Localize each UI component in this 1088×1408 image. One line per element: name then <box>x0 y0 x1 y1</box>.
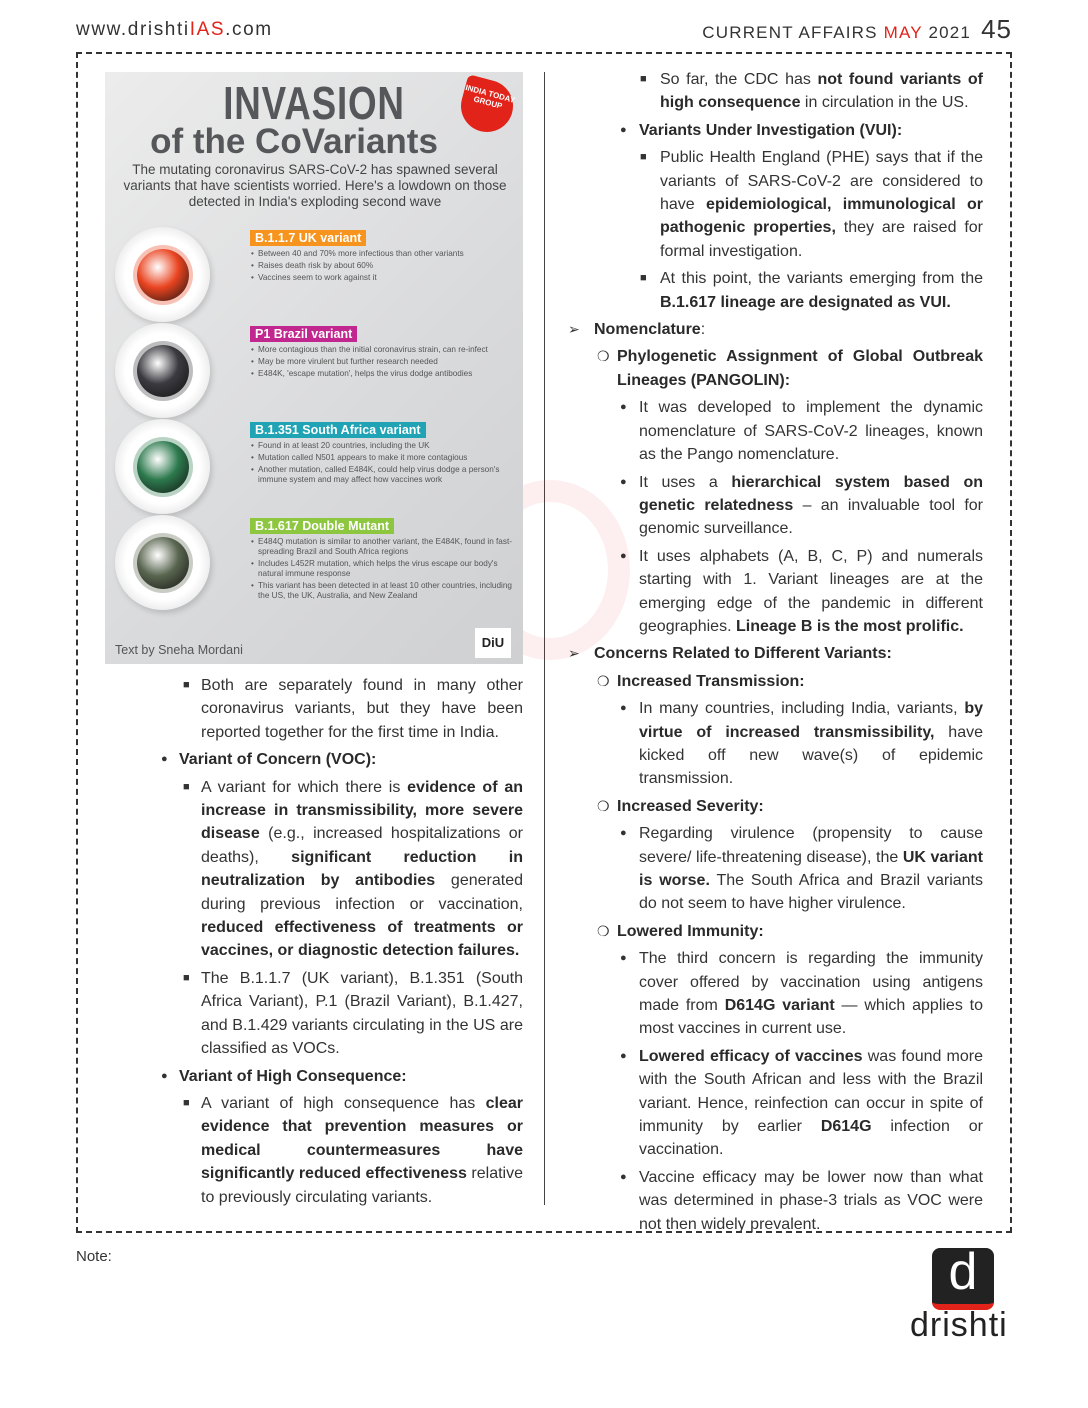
text: — which applies to most vaccines in current use. <box>639 997 983 1038</box>
text: At this point, the variants emerging from the <box>660 270 983 288</box>
bold-text: reduced effectiveness of treatments or vaccines, or diagnostic detection failures. <box>201 919 523 960</box>
variant-point: • Raises death risk by about 60% <box>251 261 521 271</box>
bold-text: D614G <box>820 1118 872 1136</box>
variant-card <box>105 419 523 514</box>
square-bullet-icon: ■ <box>183 1096 190 1109</box>
square-bullet-icon: ■ <box>640 272 647 285</box>
variant-label: B.1.617 Double Mutant <box>250 518 394 534</box>
circle-bullet-icon: ❍ <box>597 922 610 939</box>
variant-point: • Mutation called N501 appears to make it more contagious <box>251 453 521 463</box>
variant-point: • Vaccines seem to work against it <box>251 273 521 283</box>
list-item <box>183 674 523 744</box>
variant-point: • Includes L452R mutation, which helps the virus escape our body's natural immune response <box>251 559 521 579</box>
left-column <box>161 674 523 1213</box>
bold-text: evidence of an increase in transmissibility, more severe disease <box>201 778 523 843</box>
logo-wordmark: drishti <box>910 1306 1008 1344</box>
bold-text: Increased Severity: <box>617 797 764 815</box>
variant-point: • Between 40 and 70% more infectious than other variants <box>251 249 521 259</box>
bold-text: epidemiological, immunological or pathogenic properties, <box>660 196 983 237</box>
site-suffix: .com <box>225 19 273 40</box>
text: : <box>700 321 706 339</box>
drishti-logo <box>910 1243 1015 1346</box>
list-item <box>620 396 983 466</box>
page-number: 45 <box>981 14 1012 44</box>
variant-points <box>251 249 521 285</box>
text: have kicked off new wave(s) of epidemic transmission. <box>639 723 983 788</box>
site-brand: IAS <box>189 19 226 40</box>
variant-label: P1 Brazil variant <box>250 326 357 342</box>
list-item <box>597 795 983 818</box>
list-item <box>640 146 984 263</box>
bold-text: B.1.617 lineage are designated as VUI. <box>660 293 951 311</box>
list-item <box>568 318 983 341</box>
variant-card <box>105 515 523 610</box>
variant-point: • More contagious than the initial coronavirus strain, can re-infect <box>251 345 521 355</box>
dot-bullet-icon: ● <box>620 401 627 414</box>
text: relative to previously circulating variants. <box>201 1165 523 1206</box>
list-item <box>620 545 983 639</box>
list-item <box>183 776 523 963</box>
right-column <box>568 68 983 1240</box>
dot-bullet-icon: ● <box>620 952 627 965</box>
dot-bullet-icon: ● <box>620 827 627 840</box>
square-bullet-icon: ■ <box>640 151 647 164</box>
square-bullet-icon: ■ <box>640 73 647 85</box>
infographic-title: INVASION <box>223 77 405 129</box>
text: The B.1.1.7 (UK variant), B.1.351 (South Africa Variant), P.1 (Brazil Variant), B.1.427, and B.1.429 variants circulating in the US are classified as VOCs. <box>201 969 523 1058</box>
text: Vaccine efficacy may be lower now than what was determined in phase-3 trials as VOC were not then widely prevalent. <box>639 1168 983 1233</box>
text: The South Africa and Brazil variants do not seem to have higher virulence. <box>639 872 983 913</box>
list-item <box>620 822 983 916</box>
text: A variant for which there is <box>201 778 408 796</box>
bold-text: significant reduction in neutralization by antibodies <box>201 848 523 890</box>
text: It was developed to implement the dynamic nomenclature of SARS-CoV-2 lineages, known as the Pango nomenclature. <box>639 399 983 464</box>
dot-bullet-icon: ● <box>620 549 627 562</box>
circle-bullet-icon: ❍ <box>597 797 610 814</box>
list-item <box>620 1166 983 1236</box>
text: A variant of high consequence has <box>201 1094 486 1112</box>
list-item <box>620 1045 984 1162</box>
bold-text: Variant of High Consequence: <box>179 1067 407 1085</box>
virus-image <box>115 323 210 418</box>
text: in circulation in the US. <box>800 94 969 112</box>
variant-card <box>105 227 523 322</box>
variant-points <box>251 441 521 487</box>
variant-card <box>105 323 523 418</box>
bold-text: Concerns Related to Different Variants: <box>594 645 892 663</box>
list-item <box>620 471 983 541</box>
infographic-subtitle: The mutating coronavirus SARS-CoV-2 has spawned several variants that have scientists worried. Here's a lowdown on those detected in India's exploding second wave <box>123 162 507 209</box>
column-divider <box>544 72 545 1205</box>
text: It uses alphabets (A, B, C, P) and numerals starting with 1. Variant lineages are at the emerging edge of the pandemic in different geographies. <box>639 547 983 635</box>
list-item <box>620 697 983 791</box>
dot-bullet-icon: ● <box>161 1069 168 1082</box>
list-item <box>183 1092 523 1209</box>
infographic-credit: Text by Sneha Mordani <box>115 643 243 657</box>
bold-text: UK variant is worse. <box>639 848 983 889</box>
text: generated during previous infection or vaccination, <box>201 872 523 913</box>
bold-text: Lowered efficacy of vaccines <box>639 1047 863 1065</box>
list-item <box>161 1065 523 1088</box>
variant-point: • E484K, 'escape mutation', helps the virus dodge antibodies <box>251 369 521 379</box>
virus-image <box>115 227 210 322</box>
text: was found more with the South African and less with the Brazil variant. Hence, reinfection can occur in spite of immunity by earlier <box>639 1047 984 1136</box>
text: Both are separately found in many other coronavirus variants, but they have been reported together for the first time in India. <box>201 677 523 741</box>
circle-bullet-icon: ❍ <box>597 672 610 689</box>
bold-text: hierarchical system based on genetic relatedness <box>639 473 983 514</box>
dot-bullet-icon: ● <box>620 475 627 488</box>
variant-point: • Found in at least 20 countries, including the UK <box>251 441 521 451</box>
arrow-bullet-icon: ➢ <box>568 321 580 338</box>
text: So far, the CDC has <box>660 71 818 88</box>
bold-text: D614G variant <box>724 997 835 1015</box>
list-item <box>640 267 983 314</box>
text: In many countries, including India, variants, <box>639 700 965 718</box>
square-bullet-icon: ■ <box>183 780 190 793</box>
list-item <box>620 947 983 1041</box>
variant-points <box>251 345 521 381</box>
bold-text: clear evidence that prevention measures or medical countermeasures have significantly reduced effectiveness <box>201 1094 523 1183</box>
variant-points <box>251 537 521 603</box>
infographic <box>105 72 523 664</box>
diu-logo: DiU <box>475 628 511 658</box>
bold-text: Nomenclature <box>594 321 701 339</box>
site-prefix: www.drishti <box>76 19 190 40</box>
bold-text: not found variants of high consequence <box>660 71 984 112</box>
text: – an invaluable tool for genomic surveillance. <box>639 496 983 538</box>
arrow-bullet-icon: ➢ <box>568 645 580 662</box>
dot-bullet-icon: ● <box>620 1170 627 1183</box>
list-item <box>597 670 983 693</box>
circle-bullet-icon: ❍ <box>597 348 610 365</box>
issue-year: 2021 <box>928 23 972 42</box>
bold-text: Increased Transmission: <box>617 672 805 690</box>
bold-text: Variant of Concern (VOC): <box>179 751 377 769</box>
list-item <box>597 345 983 392</box>
text: Regarding virulence (propensity to cause severe/ life-threatening disease), the <box>639 825 983 866</box>
bold-text: Lowered Immunity: <box>617 922 764 940</box>
logo-letter: d <box>948 1243 978 1301</box>
bold-text: Variants Under Investigation (VUI): <box>639 121 903 139</box>
note-label: Note: <box>76 1248 112 1265</box>
list-item <box>640 68 984 115</box>
text: The third concern is regarding the immunity cover offered by vaccination using antigens made from <box>639 950 983 1015</box>
bold-text: Lineage B is the most prolific. <box>735 617 964 635</box>
list-item <box>161 748 523 771</box>
list-item <box>568 642 983 665</box>
text: (e.g., increased hospitalizations or deaths), <box>201 825 523 866</box>
variant-point: • This variant has been detected in at least 10 other countries, including the US, the UK, Australia, and New Zealand <box>251 581 521 601</box>
infographic-title-sub: of the CoVariants <box>150 122 438 161</box>
virus-image <box>115 419 210 514</box>
square-bullet-icon: ■ <box>183 679 190 691</box>
square-bullet-icon: ■ <box>183 971 190 984</box>
section-title: CURRENT AFFAIRS <box>702 23 878 42</box>
text: they are raised for formal investigation. <box>660 219 984 260</box>
text: infection or vaccination. <box>639 1118 983 1159</box>
list-item <box>597 920 983 943</box>
dot-bullet-icon: ● <box>620 123 627 136</box>
dot-bullet-icon: ● <box>161 753 168 766</box>
site-url[interactable] <box>76 19 273 41</box>
list-item <box>183 967 523 1061</box>
running-header <box>702 14 1012 45</box>
list-item <box>620 119 983 142</box>
variant-point: • May be more virulent but further research needed <box>251 357 521 367</box>
bold-text: by virtue of increased transmissibility, <box>639 700 983 741</box>
dot-bullet-icon: ● <box>620 1049 627 1062</box>
variant-point: • Another mutation, called E484K, could help virus dodge a person's immune system and may affect how vaccines work <box>251 465 521 485</box>
bold-text: Phylogenetic Assignment of Global Outbreak Lineages (PANGOLIN): <box>617 348 983 389</box>
variant-point: • E484Q mutation is similar to another variant, the E484K, found in fast-spreading Brazil and South Africa regions <box>251 537 521 557</box>
text: It uses a <box>639 473 732 491</box>
variant-label: B.1.1.7 UK variant <box>250 230 366 246</box>
virus-image <box>115 515 210 610</box>
india-today-logo: INDIA TODAY GROUP <box>455 74 519 138</box>
variant-label: B.1.351 South Africa variant <box>250 422 426 438</box>
issue-month: MAY <box>883 23 923 42</box>
text: Public Health England (PHE) says that if the variants of SARS-CoV-2 are considered to have <box>660 149 983 214</box>
dot-bullet-icon: ● <box>620 702 627 715</box>
